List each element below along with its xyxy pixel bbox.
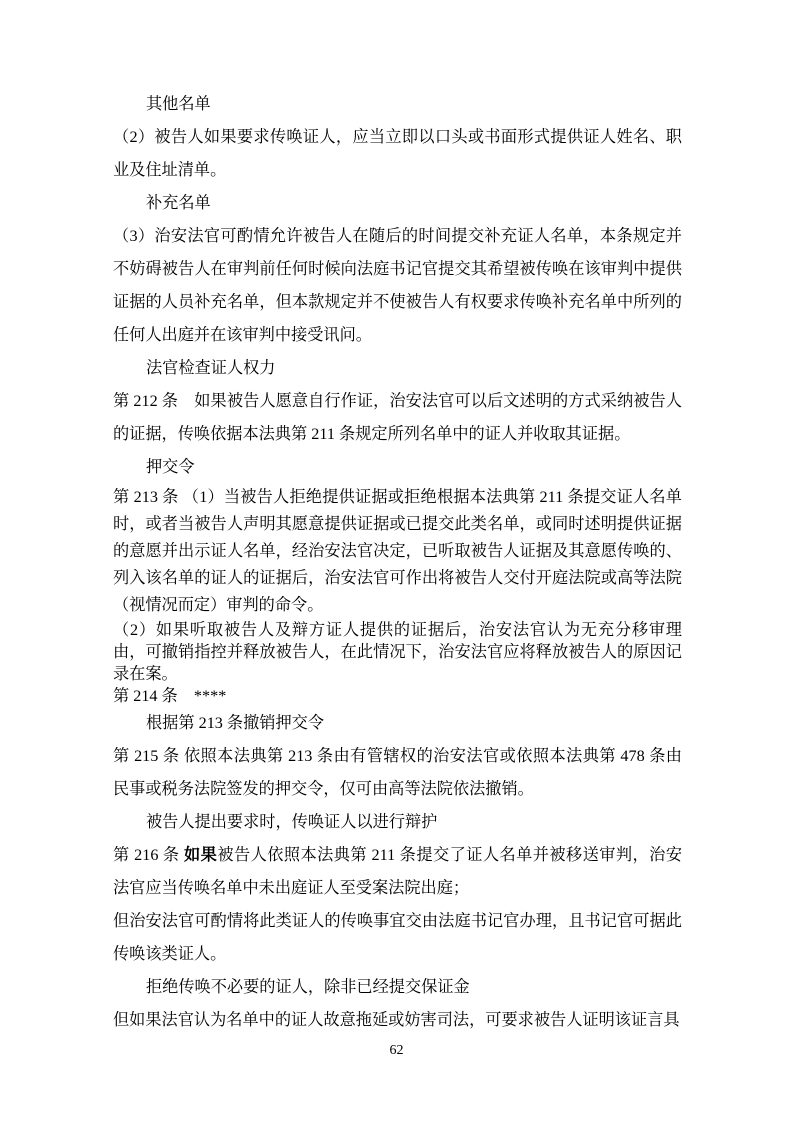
section-heading-committal-order [113,451,682,484]
text-run: 其他名单 [146,95,211,113]
text-run: 根据第 213 条撤销押交令 [146,714,325,732]
trailing-paragraph [113,1004,682,1037]
section-heading-summon-witness-for-defence [113,806,682,839]
text-run: （2）被告人如果要求传唤证人，应当立即以口头或书面形式提供证人姓名、职业及住址清单。 [113,128,682,179]
clause-3-paragraph [113,220,682,352]
section-heading-refuse-unnecessary-witness [113,971,682,1004]
text-run: 拒绝传唤不必要的证人，除非已经提交保证金 [146,978,470,996]
text-run: 第 212 条 如果被告人愿意自行作证，治安法官可以后文述明的方式采纳被告人的证据，传唤依据本法典第 211 条规定所列名单中的证人并收取其证据。 [113,392,682,443]
article-212-paragraph [113,385,682,451]
clause-2-paragraph [113,121,682,187]
text-run: 被告人依照本法典第 211 条提交了证人名单并被移送审判，治安法官应当传唤名单中未出庭证人至受案法院出庭； [113,846,683,897]
article-215-paragraph [113,740,682,806]
text-run: 但如果法官认为名单中的证人故意拖延或妨害司法，可要求被告人证明该证言具 [113,1011,680,1029]
section-heading-supplementary-list [113,187,682,220]
article-216-paragraph [113,839,682,905]
page-number: 62 [389,1043,404,1058]
emphasized-text: 如果 [184,846,218,864]
text-run: 第 213 条 （1）当被告人拒绝提供证据或拒绝根据本法典第 211 条提交证人名单时，或者当被告人声明其愿意提供证据或已提交此类名单，或同时述明提供证据的意愿并出示证人名单，经治安法官决定，已听取被告人证据及其意愿传唤的、列入该名单的证人的证据后，治安法官可作出将被告人交付开庭法院或高等法院（视情况而定）审判的命令。 [113,488,682,614]
article-214-paragraph [113,685,682,707]
section-heading-other-list [113,88,682,121]
section-heading-cancel-committal-order [113,707,682,740]
page-footer [0,1042,793,1060]
text-run: 被告人提出要求时，传唤证人以进行辩护 [146,813,438,831]
section-heading-judge-examine-witness-power [113,352,682,385]
article-213-clause-2-paragraph [113,619,682,685]
article-216-proviso-paragraph [113,905,682,971]
text-run: （3）治安法官可酌情允许被告人在随后的时间提交补充证人名单，本条规定并不妨碍被告人在审判前任何时候向法庭书记官提交其希望被传唤在该审判中提供证据的人员补充名单，但本款规定并不使被告人有权要求传唤补充名单中所列的任何人出庭并在该审判中接受讯问。 [113,227,682,344]
text-run: 补充名单 [146,194,211,212]
document-body [113,88,682,1037]
text-run: 法官检查证人权力 [146,359,276,377]
text-run: 第 214 条 **** [113,687,227,705]
article-213-clause-1-paragraph [113,484,682,619]
text-run: （2）如果听取被告人及辩方证人提供的证据后，治安法官认为无充分移审理由，可撤销指控并释放被告人，在此情况下，治安法官应将释放被告人的原因记录在案。 [113,621,682,683]
text-run: 押交令 [146,458,195,476]
text-run: 第 215 条 依照本法典第 213 条由有管辖权的治安法官或依照本法典第 478 条由民事或税务法院签发的押交令，仅可由高等法院依法撤销。 [113,747,682,798]
text-run: 但治安法官可酌情将此类证人的传唤事宜交由法庭书记官办理，且书记官可据此传唤该类证人。 [113,912,682,963]
text-run: 第 216 条 [113,846,185,864]
